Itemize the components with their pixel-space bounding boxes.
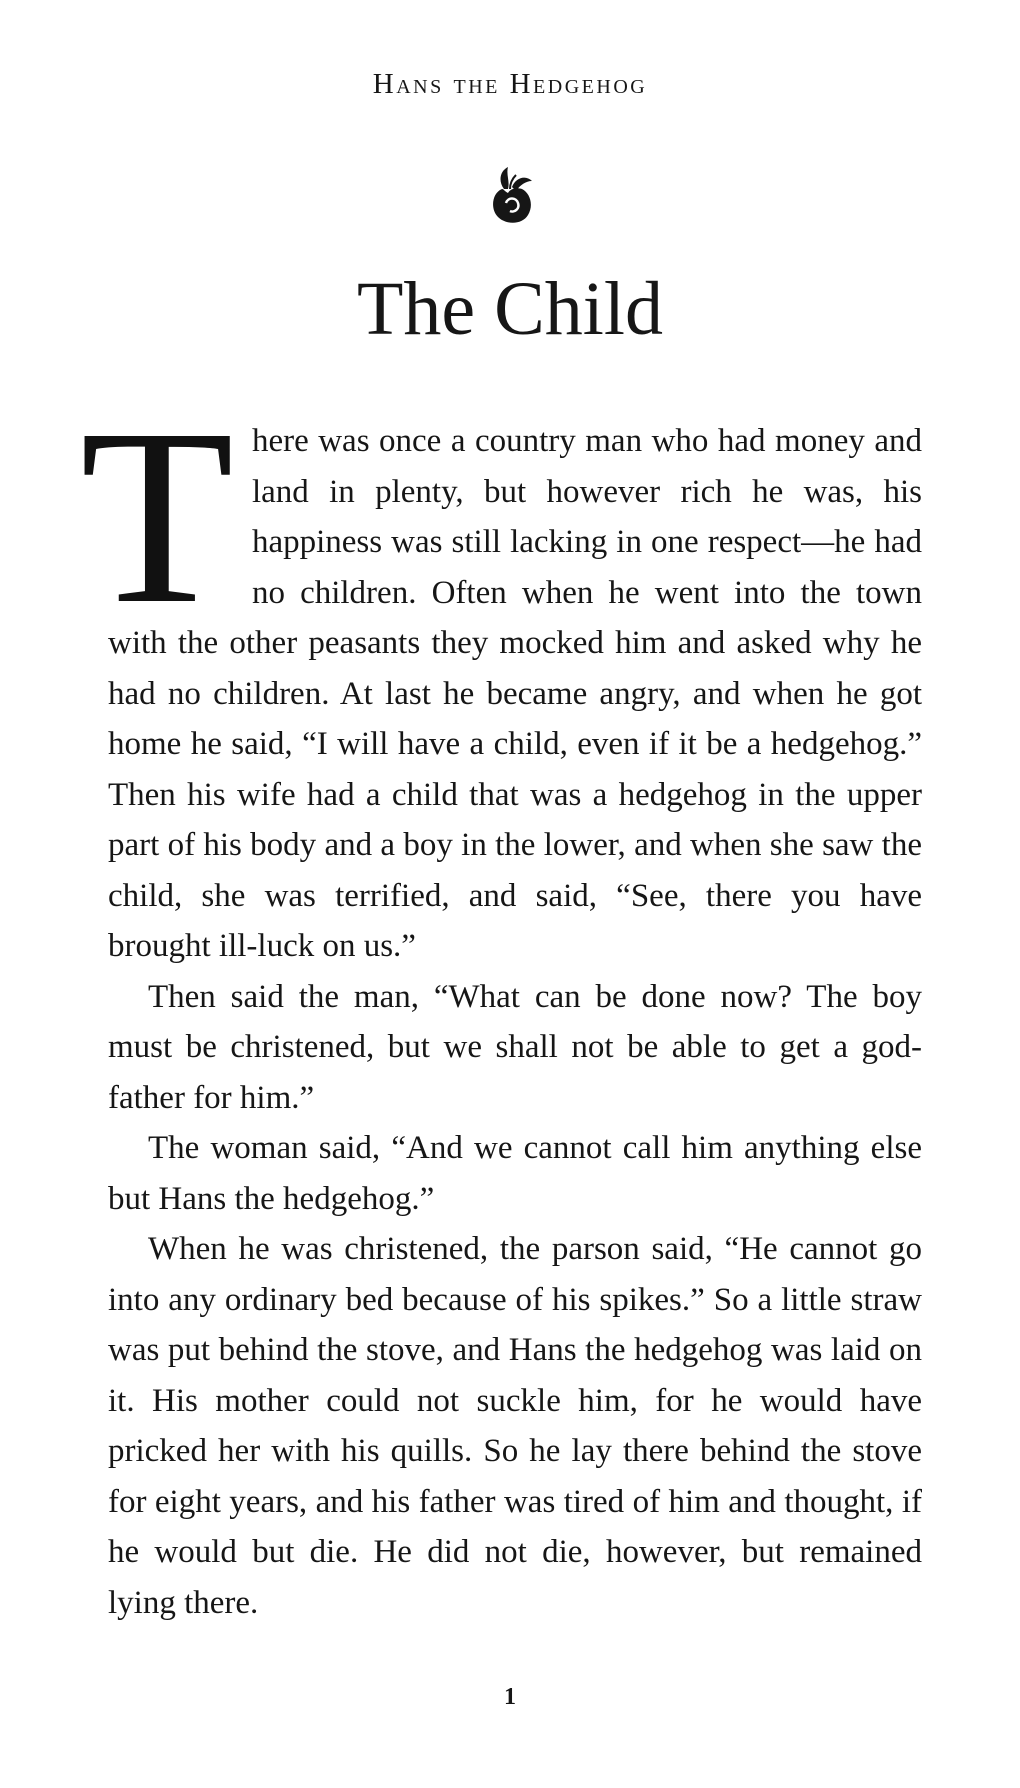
paragraph-1: [80, 376, 922, 972]
drop-cap: T: [80, 376, 234, 656]
acorn-ornament-icon: [488, 163, 536, 227]
page-number: 1: [504, 1684, 516, 1710]
body-text: [80, 376, 922, 1628]
running-head: Hans the Hedgehog: [372, 68, 648, 100]
chapter-title: The Child: [356, 267, 664, 351]
paragraph-2: Then said the man, “What can be done now? The boy must be christened, but we shall not be able to get a god-father for him.”: [108, 978, 922, 1116]
paragraph-4: When he was christened, the parson said, “He cannot go into any ordinary bed because of his spikes.” So a little straw was put behind the stove, and Hans the hedgehog was laid on it. His mother could not suckle him, for he would have pricked her with his quills. So he lay there behind the stove for eight years, and his father was tired of him and thought, if he would but die. He did not die, however, but remained lying there.: [108, 1231, 922, 1621]
paragraph-1-text: here was once a country man who had money and land in plenty, but however rich he was, his happiness was still lacking in one respect—he had no children. Often when he went into the town with the other peasants they mocked him and asked why he had no children. At last he became angry, and when he got home he said, “I will have a child, even if it be a hedgehog.” Then his wife had a child that was a hedgehog in the upper part of his body and a boy in the lower, and when she saw the child, she was terrified, and said, “See, there you have brought ill-luck on us.”: [108, 423, 922, 964]
paragraph-3: The woman said, “And we cannot call him anything else but Hans the hedgehog.”: [108, 1130, 922, 1217]
